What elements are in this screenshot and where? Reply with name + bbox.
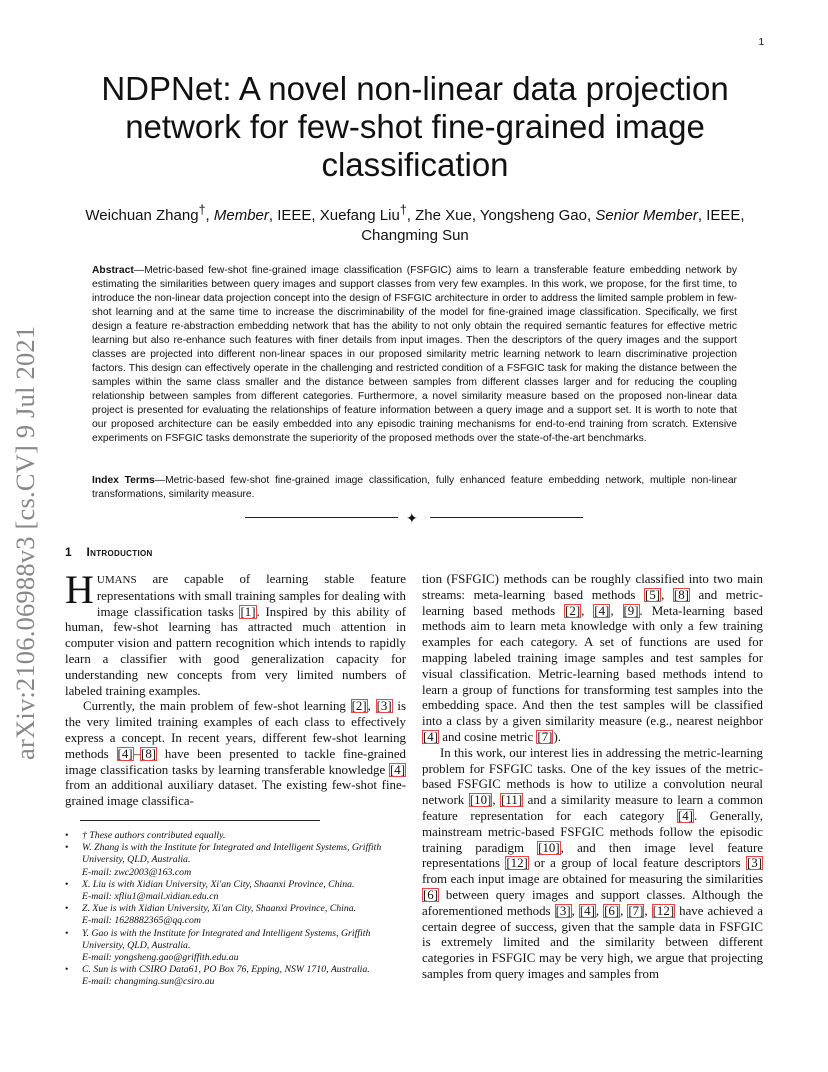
abstract-text: —Metric-based few-shot fine-grained image classification (FSFGIC) aims to learn a transferable feature embedding network by estimating the similarities between query images and support classes from very few examples. In this work, we propose, for the first time, to introduce the non-linear data projection concept into the design of FSFGIC architecture in order to address the limited sample problem in few-shot learning and at the same time to increase the discriminability of the model for fine-grained image classification. Specifically, we first design a feature re-abstraction embedding network that has the ability to not only obtain the required semantic features for effective metric learning but also re-enhance such features with finer details from input images. Then the descriptors of the query images and the support classes are projected into different non-linear spaces in our proposed similarity metric learning network to learn discriminative projection factors. This design can effectively operate in the challenging and restricted condition of a FSFGIC task for making the distance between the samples within the same class smaller and the distance between samples from different classes larger and for reducing the coupling relationship between samples from different categories. Furthermore, a novel similarity measure based on the proposed non-linear data project is presented for evaluating the relationships of feature information between a query image and a support set. It is worth to note that our proposed architecture can be easily embedded into any episodic training mechanisms for end-to-end training from scratch. Extensive experiments on FSFGIC tasks demonstrate the superiority of the proposed methods over the state-of-the-art benchmarks. xyxy=(92,265,737,444)
citation-link[interactable]: [6] xyxy=(423,887,439,902)
citation-link[interactable]: [3] xyxy=(376,699,392,714)
footnote-item: • † These authors contributed equally. xyxy=(65,830,406,842)
citation-link[interactable]: [1] xyxy=(240,604,256,619)
column-left xyxy=(65,567,407,810)
abstract xyxy=(92,264,737,446)
section-title: Introduction xyxy=(86,545,153,559)
citation-link[interactable]: [10] xyxy=(538,840,560,855)
footnote-rule xyxy=(80,820,320,821)
author-role: Member xyxy=(213,207,269,224)
citation-link[interactable]: [9] xyxy=(623,603,639,618)
footnotes xyxy=(65,830,406,989)
index-terms xyxy=(92,474,737,502)
author-name: Zhe Xue xyxy=(415,207,472,224)
citation-link[interactable]: [12] xyxy=(652,903,675,918)
footnote-item: • Z. Xue is with Xidian University, Xi'an City, Shaanxi Province, China. E-mail: 1628882365@qq.com xyxy=(65,903,406,927)
author-role: Senior Member xyxy=(595,207,698,224)
author-org: IEEE xyxy=(706,207,741,224)
citation-link[interactable]: [5] xyxy=(645,587,661,602)
paragraph: In this work, our interest lies in addressing the metric-learning problem for FSFGIC tasks. One of the key issues of the metric-based FSFGIC methods is how to utilize a convolution neural network [10], [11] and a similarity measure to learn a common feature representation for each category [4]. Generally, mainstream metric-based FSFGIC methods follow the episodic training paradigm [10], and then image level feature representations [12] or a group of local feature descriptors [3] from each input image are obtained for measuring the similarities [6] between query images and support classes. Although the aforementioned methods [3], [4], [6], [7], [12] have achieved a certain degree of success, given that the sample data in FSFGIC is extremely limited and the similarity between different categories in FSFGIC may be very high, we argue that projecting samples from query images and samples from xyxy=(422,745,764,981)
citation-link[interactable]: [7] xyxy=(628,903,644,918)
citation-link[interactable]: [6] xyxy=(604,903,620,918)
author-list: Weichuan Zhang†, Member, IEEE, Xuefang Liu†, Zhe Xue, Yongsheng Gao, Senior Member, IEEE, Changming Sun xyxy=(85,203,745,244)
paragraph: HUMANS are capable of learning stable feature representations with small training samples for dealing with image classification tasks [1]. Inspired by this ability of human, few-shot learning has attracted much attention in computer vision and pattern recognition which intends to rapidly learn a classifier with good generalization capacity for understanding new concepts from very limited numbers of labeled training examples. xyxy=(65,567,406,698)
citation-link[interactable]: [4] xyxy=(389,762,405,777)
citation-link[interactable]: [12] xyxy=(506,856,528,871)
index-terms-text: —Metric-based few-shot fine-grained image classification, fully enhanced feature embedding network, multiple non-linear transformations, similarity measure. xyxy=(92,475,737,500)
author-name: Xuefang Liu xyxy=(319,207,400,224)
paper-title: NDPNet: A novel non-linear data projection network for few-shot fine-grained image classification xyxy=(101,70,729,183)
citation-link[interactable]: [4] xyxy=(677,808,693,823)
citation-link[interactable]: [7] xyxy=(537,729,553,744)
abstract-label: Abstract xyxy=(92,265,134,276)
section-heading xyxy=(65,545,153,559)
paragraph: tion (FSFGIC) methods can be roughly classified into two main streams: meta-learning based methods [5], [8] and metric-learning based methods [2], [4], [9]. Meta-learning based methods aim to learn meta knowledge with only a few training examples for each category. A set of functions are used for mapping labeled training image samples and test samples for visual classification. Metric-learning based methods intend to learn a group of functions for transforming test samples into the embedding space. And then the test samples will be classified into a class by a given similarity measure (e.g., nearest neighbor [4] and cosine metric [7]). xyxy=(422,572,763,744)
citation-link[interactable]: [4] xyxy=(594,603,610,618)
citation-link[interactable]: [8] xyxy=(141,746,157,761)
author-org: IEEE xyxy=(277,207,312,224)
author-name: Changming Sun xyxy=(361,227,469,244)
citation-link[interactable]: [3] xyxy=(746,856,762,871)
author-name: Yongsheng Gao xyxy=(479,207,587,224)
page-number: 1 xyxy=(758,37,764,48)
diamond-icon: ✦ xyxy=(406,512,418,527)
citation-link[interactable]: [2] xyxy=(351,699,367,714)
footnote-item: • X. Liu is with Xidian University, Xi'an City, Shaanxi Province, China. E-mail: xfliu1@mail.xidian.edu.cn xyxy=(65,879,406,903)
citation-link[interactable]: [11] xyxy=(501,793,523,808)
index-terms-label: Index Terms xyxy=(92,475,155,486)
drop-cap: H xyxy=(65,567,94,612)
footnote-item: • Y. Gao is with the Institute for Integrated and Intelligent Systems, Griffith University, QLD, Australia. E-mail: yongsheng.gao@griffith.edu.au xyxy=(65,928,406,965)
section-number: 1 xyxy=(65,545,72,559)
citation-link[interactable]: [10] xyxy=(469,793,492,808)
citation-link[interactable]: [4] xyxy=(423,729,439,744)
citation-link[interactable]: [8] xyxy=(673,587,689,602)
citation-link[interactable]: [3] xyxy=(555,903,571,918)
citation-link[interactable]: [4] xyxy=(117,746,133,761)
column-right xyxy=(422,572,763,983)
footnote-item: • C. Sun is with CSIRO Data61, PO Box 76, Epping, NSW 1710, Australia. E-mail: changming.sun@csiro.au xyxy=(65,964,406,988)
citation-link[interactable]: [2] xyxy=(565,603,581,618)
section-divider xyxy=(0,512,828,527)
arxiv-identifier: arXiv:2106.06988v3 [cs.CV] 9 Jul 2021 xyxy=(10,325,40,760)
author-name: Weichuan Zhang xyxy=(85,207,199,224)
paragraph: Currently, the main problem of few-shot learning [2], [3] is the very limited training examples of each class to effectively express a concept. In recent years, different few-shot learning methods [4]–[8] have been presented to tackle fine-grained image classification tasks by learning transferable knowledge [4] from an additional auxiliary dataset. The existing few-shot fine-grained image classifica- xyxy=(65,699,407,809)
citation-link[interactable]: [4] xyxy=(579,903,595,918)
footnote-item: • W. Zhang is with the Institute for Integrated and Intelligent Systems, Griffith University, QLD, Australia. E-mail: zwc2003@163.com xyxy=(65,842,406,879)
